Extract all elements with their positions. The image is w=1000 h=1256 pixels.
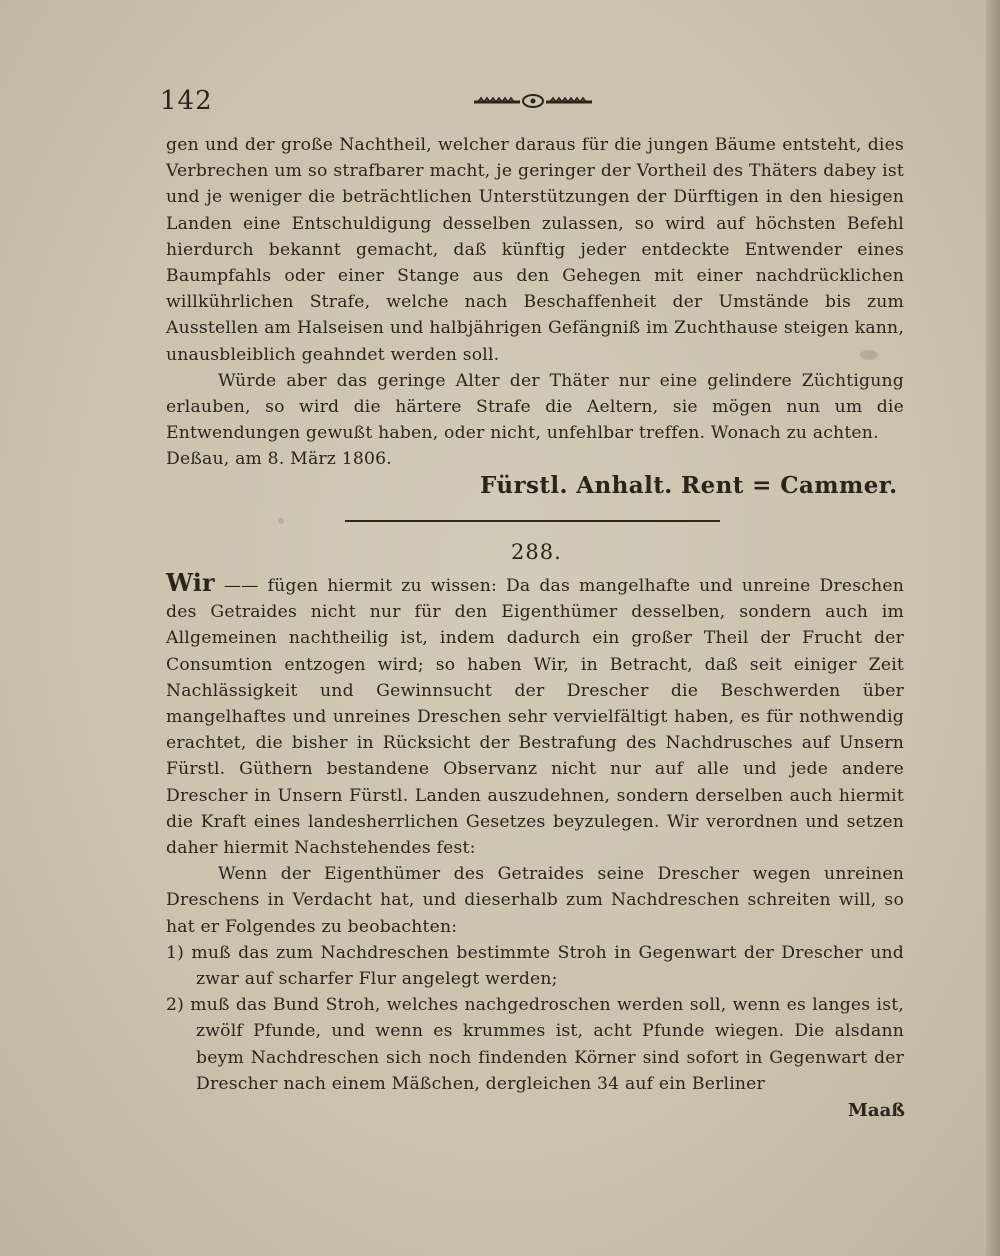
top-paragraph: gen und der große Nachtheil, welcher daraus für die jungen Bäume entsteht, dies Verbrechen um so strafbarer macht, je geringer der Vortheil des Thäters dabey ist und je weniger die beträchtlichen Unterstützungen der Dürftigen in den hiesigen Landen eine Entschuldigung desselben zulassen, so wird auf höchsten Befehl hierdurch bekannt gemacht, daß künftig jeder entdeckte Entwender eines Baumpfahls oder einer Stange aus den Gehegen mit einer nachdrücklichen willkührlichen Strafe, welche nach Beschaffenheit der Umstände bis zum Ausstellen am Halseisen und halbjährigen Gefängniß im Zuchthause steigen kann, unausbleiblich geahndet werden soll. bbox=[166, 135, 904, 365]
section-text bbox=[166, 570, 904, 1097]
top-section-text bbox=[166, 132, 904, 473]
page-number: 142 bbox=[160, 86, 213, 116]
section-number: 288. bbox=[511, 540, 562, 564]
section-divider bbox=[345, 520, 720, 522]
header-ornament bbox=[472, 92, 594, 108]
dateline: Deßau, am 8. März 1806. bbox=[166, 449, 392, 470]
catchword: Maaß bbox=[848, 1100, 905, 1121]
section-intro bbox=[166, 570, 904, 861]
paper-stain bbox=[860, 350, 878, 360]
top-paragraph-2: Würde aber das geringe Alter der Thäter nur eine gelindere Züchtigung erlauben, so wird die härtere Strafe die Aeltern, sie mögen nun um die Entwendungen gewußt haben, oder nicht, unfehlbar treffen. Wonach zu achten. bbox=[166, 370, 904, 444]
initial-dash: —— bbox=[214, 576, 268, 596]
section-paragraph-2: Wenn der Eigenthümer des Getraides seine Drescher wegen unreinen Dreschens in Verdacht hat, und dieserhalb zum Nachdreschen schreiten will, so hat er Folgendes zu beobachten: bbox=[166, 864, 904, 937]
top-paragraph-continued bbox=[166, 368, 904, 473]
page-edge bbox=[986, 0, 1000, 1256]
list-item: 2) muß das Bund Stroh, welches nachgedroschen werden soll, wenn es langes ist, zwölf Pfunde, und wenn es krummes ist, acht Pfunde wiegen. Die alsdann beym Nachdreschen sich noch findenden Körner sind sofort in Gegenwart der Drescher nach einem Mäßchen, dergleichen 34 auf ein Berliner bbox=[166, 995, 904, 1094]
signature: Fürstl. Anhalt. Rent = Cammer. bbox=[480, 472, 898, 499]
initial-word: Wir bbox=[166, 568, 215, 597]
list-item: 1) muß das zum Nachdreschen bestimmte Stroh in Gegenwart der Drescher und zwar auf scharfer Flur angelegt werden; bbox=[166, 942, 904, 990]
section-paragraph-1: fügen hiermit zu wissen: Da das mangelhafte und unreine Dreschen des Getraides nicht nur für den Eigenthümer desselben, sondern auch im Allgemeinen nachtheilig ist, indem dadurch ein großer Theil der Frucht der Consumtion entzogen wird; so haben Wir, in Betracht, daß seit einiger Zeit Nachlässigkeit und Gewinnsucht der Drescher die Beschwerden über mangelhaftes und unreines Dreschen sehr vervielfältigt haben, es für nothwendig erachtet, die bisher in Rücksicht der Bestrafung des Nachdrusches auf Unsern Fürstl. Güthern bestandene Observanz nicht nur auf alle und jede andere Drescher in Unsern Fürstl. Landen auszudehnen, sondern derselben auch hiermit die Kraft eines landesherrlichen Gesetzes beyzulegen. Wir verordnen und setzen daher hiermit Nachstehendes fest: bbox=[166, 576, 904, 859]
paper-stain bbox=[278, 518, 284, 524]
